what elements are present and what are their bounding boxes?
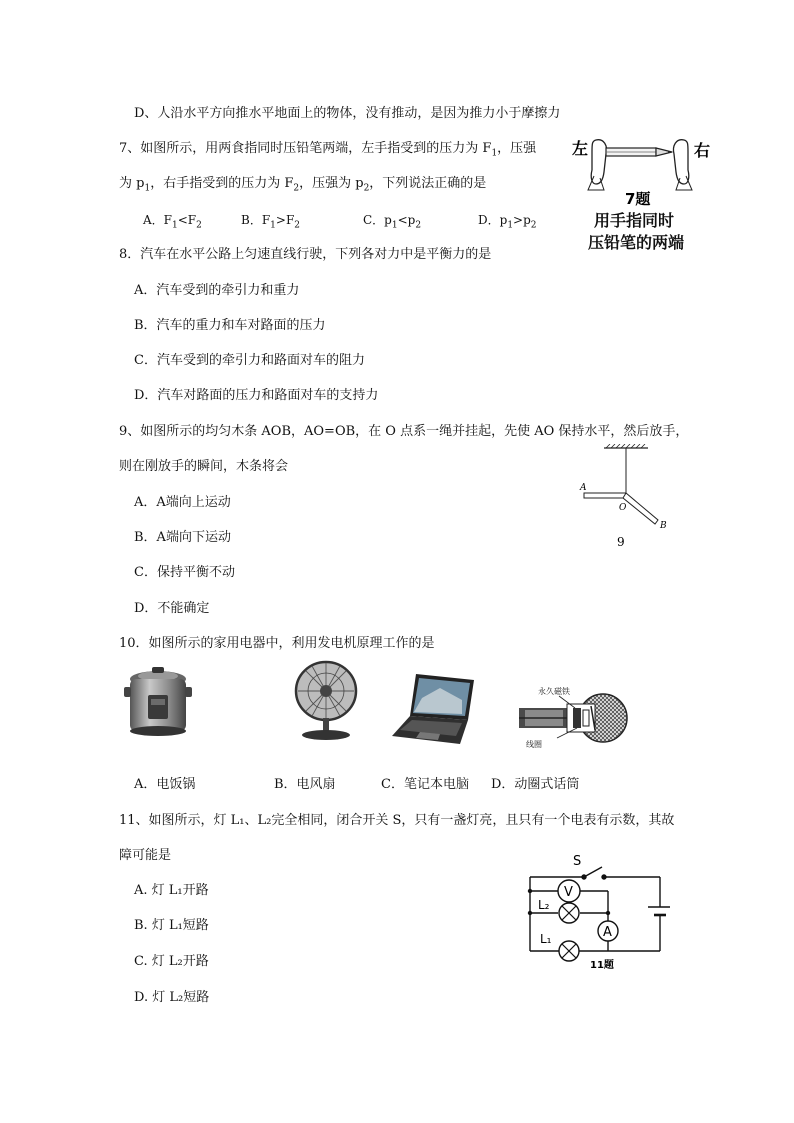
q9-fig-number: 9 (617, 535, 625, 549)
q7-fig-number: 7题 (625, 190, 651, 208)
q10-option-c: C．笔记本电脑 (381, 777, 469, 792)
q7-fig-right-label: 右 (694, 141, 711, 160)
q11-option-d: D. 灯 L₂短路 (134, 990, 210, 1005)
mic-magnet-label: 永久磁铁 (538, 687, 570, 696)
switch-label: S (573, 854, 582, 869)
q7-option-c: C．$p_1<p_2$ (363, 213, 422, 231)
q7-option-d: D．$p_1>p_2$ (478, 213, 537, 231)
q9-option-a: A．A端向上运动 (134, 495, 231, 510)
q9-stem-line1: 9、如图所示的均匀木条 AOB，AO=OB，在 O 点系一绳并挂起，先使 AO 保持水平，然后放手， (119, 424, 689, 439)
lamp-l2-label: L₂ (538, 898, 550, 912)
q11-option-b: B. 灯 L₁短路 (134, 918, 209, 933)
q7-option-a: A．$F_1<F_2$ (143, 213, 202, 231)
q8-stem: 8．汽车在水平公路上匀速直线行驶，下列各对力中是平衡力的是 (119, 247, 492, 262)
q9-option-d: D．不能确定 (134, 601, 210, 616)
q6-option-d: D、人沿水平方向推水平地面上的物体，没有推动，是因为推力小于摩擦力 (134, 106, 561, 121)
q9-option-c: C．保持平衡不动 (134, 565, 235, 580)
q7-stem-line1: 7、如图所示，用两食指同时压铅笔两端，左手指受到的压力为 $F_1$，压强 (119, 141, 537, 159)
electric-fan-image (292, 660, 362, 740)
rice-cooker-image (124, 665, 194, 737)
ammeter-label: A (603, 925, 612, 940)
q8-option-d: D．汽车对路面的压力和路面对车的支持力 (134, 388, 379, 403)
q9-lever-figure (576, 444, 676, 554)
q7-fig-left-label: 左 (572, 139, 589, 158)
voltmeter-label: V (564, 885, 573, 900)
q11-option-c: C. 灯 L₂开路 (134, 954, 209, 969)
q7-pencil-figure (570, 132, 720, 217)
q8-option-a: A．汽车受到的牵引力和重力 (134, 283, 300, 298)
q11-stem-line1: 11、如图所示，灯 L₁、L₂完全相同，闭合开关 S，只有一盏灯亮，且只有一个电表有示数，其故 (119, 813, 675, 828)
q11-stem-line2: 障可能是 (119, 848, 172, 863)
q10-option-a: A．电饭锅 (134, 777, 196, 792)
q8-option-c: C．汽车受到的牵引力和路面对车的阻力 (134, 353, 365, 368)
q9-stem-line2: 则在刚放手的瞬间，木条将会 (119, 459, 289, 474)
lamp-l1-label: L₁ (540, 932, 552, 946)
q10-option-b: B．电风扇 (274, 777, 336, 792)
mic-coil-label: 线圈 (526, 740, 542, 749)
q7-option-b: B．$F_1>F_2$ (241, 213, 301, 231)
q9-option-b: B．A端向下运动 (134, 530, 231, 545)
q9-fig-label-a: A (580, 483, 587, 493)
q11-fig-number: 11题 (590, 960, 614, 971)
q11-circuit-figure (520, 853, 670, 971)
q11-option-a: A. 灯 L₁开路 (134, 883, 209, 898)
q9-fig-label-o: O (619, 503, 627, 513)
q7-fig-caption-2: 压铅笔的两端 (588, 233, 685, 252)
q8-option-b: B．汽车的重力和车对路面的压力 (134, 318, 326, 333)
q10-stem: 10．如图所示的家用电器中，利用发电机原理工作的是 (119, 636, 435, 651)
q10-option-d: D．动圈式话筒 (491, 777, 580, 792)
q9-fig-label-b: B (660, 521, 667, 531)
q7-fig-caption-1: 用手指同时 (594, 211, 675, 230)
laptop-image (390, 670, 480, 746)
q7-stem-line2: 为 $p_1$，右手指受到的压力为 $F_2$，压强为 $p_2$，下列说法正确的是 (119, 176, 487, 194)
